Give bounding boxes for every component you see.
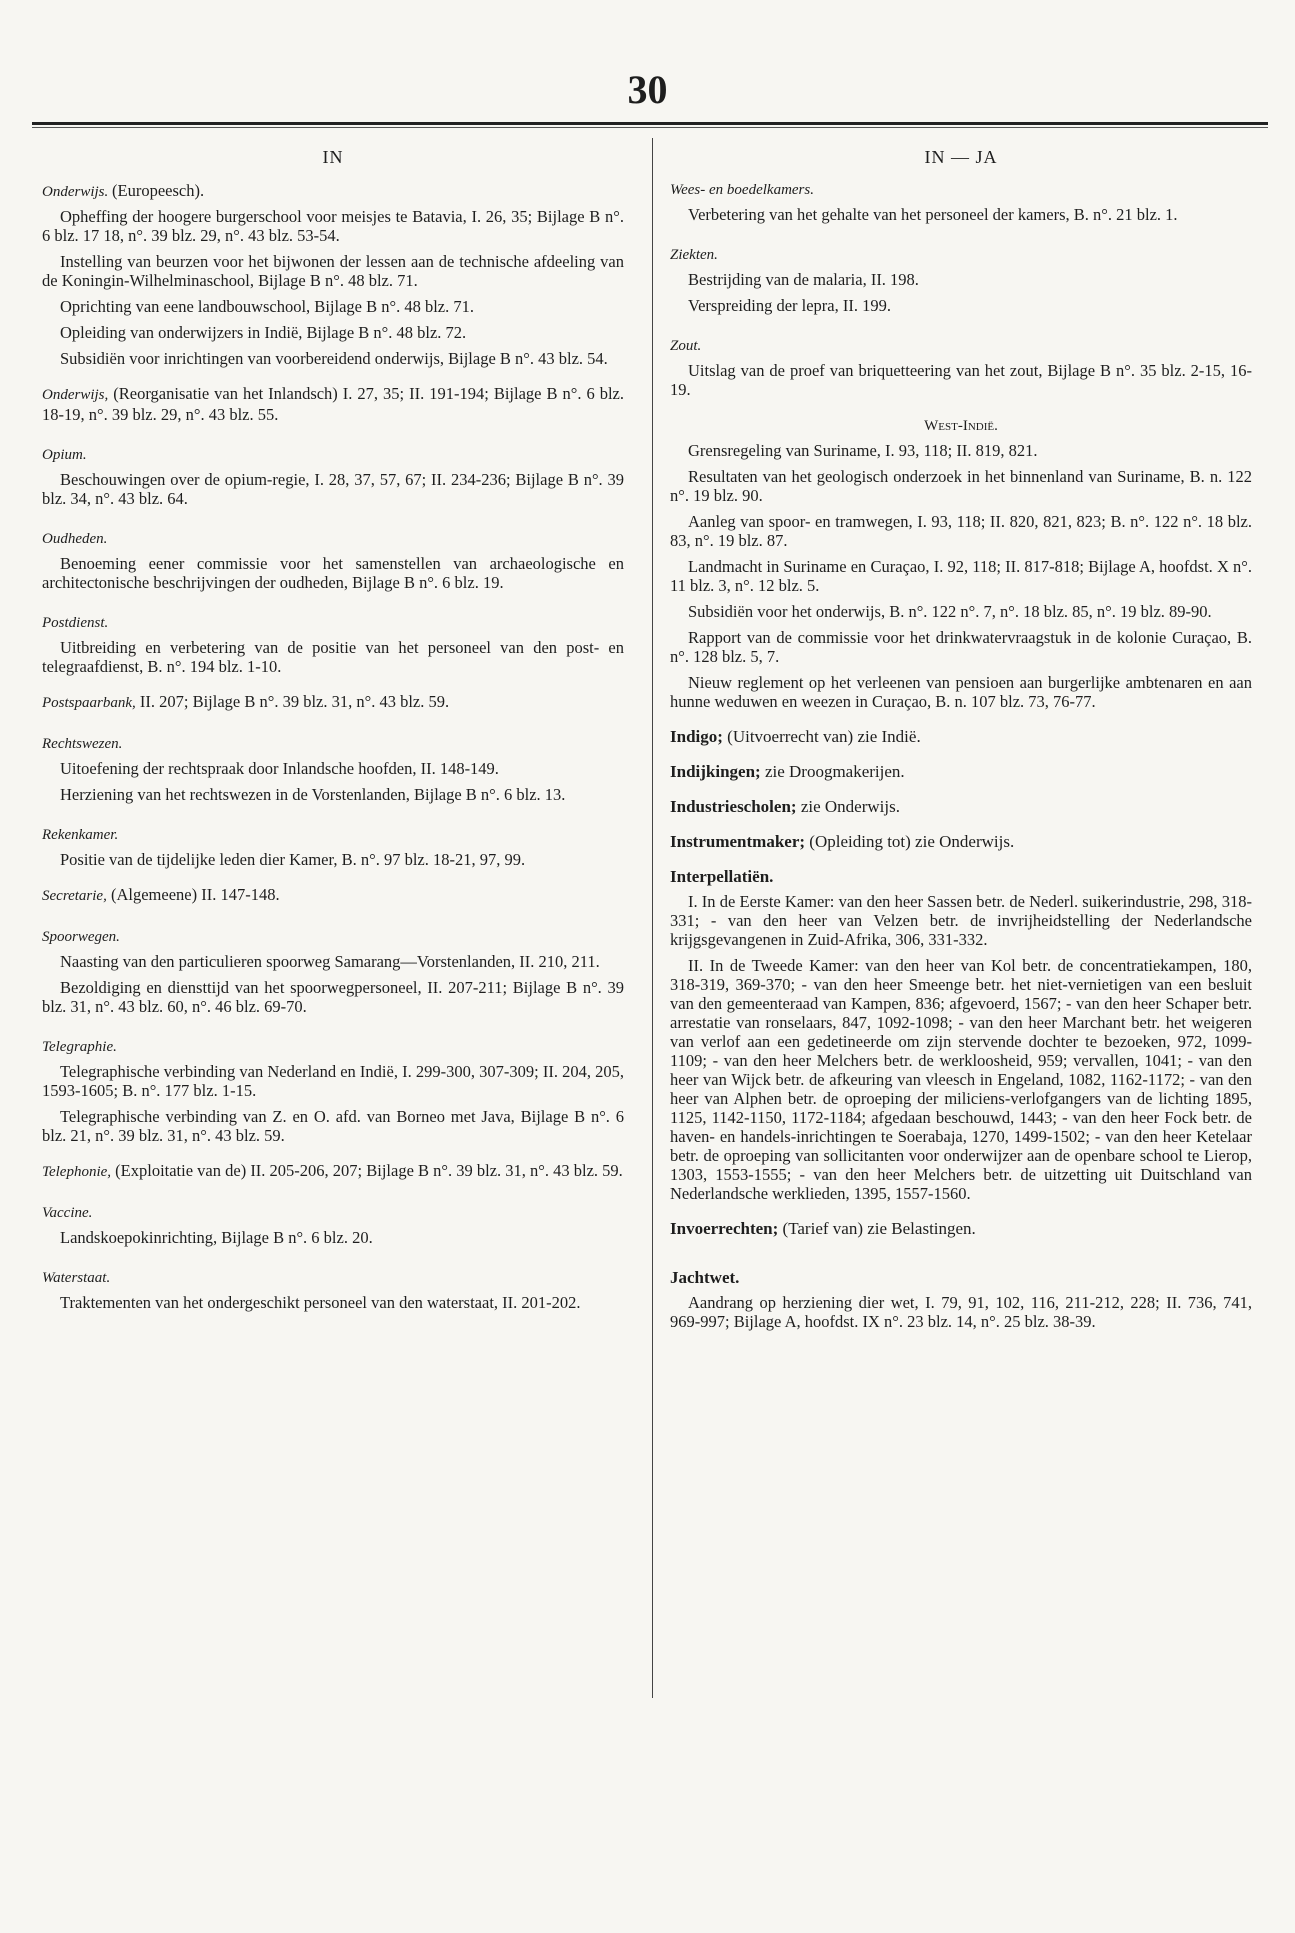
section-title-rechtswezen: Rechtswezen. [42, 736, 123, 752]
running-head-left: IN [322, 147, 344, 167]
entry-text: Subsidiën voor het onderwijs, B. n°. 122 n°. 7, n°. 18 blz. 85, n°. 19 blz. 89-90. [688, 602, 1212, 621]
header-rule-thin [32, 127, 1268, 128]
entry-text: Aandrang op herziening dier wet, I. 79, 91, 102, 116, 211-212, 228; II. 736, 741, 969-997; Bijlage A, hoofdst. IX n°. 23 blz. 14, n°. 25 blz. 38-39. [670, 1293, 1252, 1331]
section-title-onderwijs [42, 181, 624, 202]
entry-text: I. In de Eerste Kamer: van den heer Sassen betr. de Nederl. suikerindustrie, 298, 318-331; - van den heer van Velzen betr. de invrijheidstelling der Nederlandsche krijgsgevangenen in Zuid-Afrika, 306, 331-332. [670, 892, 1252, 949]
section-title-zout: Zout. [670, 338, 702, 354]
keyword: Jachtwet. [670, 1268, 740, 1287]
entry-instrumentmaker [670, 832, 1252, 851]
keyword: Industriescholen; [670, 797, 797, 816]
column-divider [652, 138, 653, 1698]
section-title-postdienst: Postdienst. [42, 615, 109, 631]
section-title-rekenkamer: Rekenkamer. [42, 827, 119, 843]
section-secretarie [42, 885, 624, 906]
section-title-spoorwegen: Spoorwegen. [42, 929, 120, 945]
section-title-text: Secretarie, [42, 888, 107, 904]
entry-text: (Algemeene) II. 147-148. [110, 885, 280, 904]
entry-text: (Tarief van) zie Belastingen. [782, 1219, 976, 1238]
entry-text: Verspreiding der lepra, II. 199. [688, 296, 891, 315]
header-rule [32, 122, 1268, 125]
entry-indijkingen [670, 762, 1252, 781]
entry-interpellatien [670, 867, 1252, 886]
entry-text: Benoeming eener commissie voor het samenstellen van archaeologische en architectonische beschrijvingen der oudheden, Bijlage B n°. 6 blz. 19. [42, 554, 624, 592]
entry-text: (Uitvoerrecht van) zie Indië. [727, 727, 921, 746]
section-title-ziekten: Ziekten. [670, 247, 718, 263]
section-title-west-indie: West-Indië. [924, 418, 998, 434]
section-title-text: Onderwijs. [42, 184, 109, 200]
entry-text: Bestrijding van de malaria, II. 198. [688, 270, 919, 289]
entry-text: Traktementen van het ondergeschikt personeel van den waterstaat, II. 201-202. [60, 1293, 581, 1312]
entry-text: Uitbreiding en verbetering van de positie van het personeel van den post- en telegraafdienst, B. n°. 194 blz. 1-10. [42, 638, 624, 676]
entry-text: (Opleiding tot) zie Onderwijs. [809, 832, 1015, 851]
section-title-telegraphie: Telegraphie. [42, 1039, 117, 1055]
keyword: Indijkingen; [670, 762, 761, 781]
entry-text: Telegraphische verbinding van Nederland en Indië, I. 299-300, 307-309; II. 204, 205, 1593-1605; B. n°. 177 blz. 1-15. [42, 1062, 624, 1100]
section-title-text: Postspaarbank, [42, 695, 136, 711]
section-title-oudheden: Oudheden. [42, 531, 108, 547]
page-number: 30 [627, 67, 668, 112]
entry-text: Positie van de tijdelijke leden dier Kamer, B. n°. 97 blz. 18-21, 97, 99. [60, 850, 526, 869]
entry-text: Rapport van de commissie voor het drinkwatervraagstuk in de kolonie Curaçao, B. n°. 128 blz. 5, 7. [670, 628, 1252, 666]
section-onderwijs-reorganisatie [42, 384, 624, 424]
entry-text: II. 207; Bijlage B n°. 39 blz. 31, n°. 43 blz. 59. [139, 692, 450, 711]
entry-text: Opleiding van onderwijzers in Indië, Bijlage B n°. 48 blz. 72. [60, 323, 467, 342]
entry-text: Uitoefening der rechtspraak door Inlandsche hoofden, II. 148-149. [60, 759, 499, 778]
entry-text: Landskoepokinrichting, Bijlage B n°. 6 blz. 20. [60, 1228, 373, 1247]
right-column [670, 148, 1252, 1338]
entry-text: Telegraphische verbinding van Z. en O. afd. van Borneo met Java, Bijlage B n°. 6 blz. 21, n°. 39 blz. 31, n°. 43 blz. 59. [42, 1107, 624, 1145]
entry-text: Landmacht in Suriname en Curaçao, I. 92, 118; II. 817-818; Bijlage A, hoofdst. X n°. 11 blz. 3, n°. 12 blz. 5. [670, 557, 1252, 595]
entry-text: Naasting van den particulieren spoorweg Samarang—Vorstenlanden, II. 210, 211. [60, 952, 600, 971]
entry-indigo [670, 727, 1252, 746]
entry-text: (Exploitatie van de) II. 205-206, 207; Bijlage B n°. 39 blz. 31, n°. 43 blz. 59. [115, 1161, 623, 1180]
entry-text: Instelling van beurzen voor het bijwonen der lessen aan de technische afdeeling van de Koningin-Wilhelminaschool, Bijlage B n°. 48 blz. 71. [42, 252, 624, 290]
entry-text: Nieuw reglement op het verleenen van pensioen aan burgerlijke ambtenaren en aan hunne weduwen en weezen in Curaçao, B. n. 107 blz. 73, 76-77. [670, 673, 1252, 711]
entry-text: Subsidiën voor inrichtingen van voorbereidend onderwijs, Bijlage B n°. 43 blz. 54. [60, 349, 608, 368]
section-title-text: Onderwijs, [42, 387, 109, 403]
entry-text: zie Droogmakerijen. [764, 762, 905, 781]
section-postspaarbank [42, 692, 624, 713]
section-title-suffix: (Europeesch). [112, 181, 205, 200]
entry-text: Oprichting van eene landbouwschool, Bijlage B n°. 48 blz. 71. [60, 297, 474, 316]
section-title-opium: Opium. [42, 447, 87, 463]
entry-text: Resultaten van het geologisch onderzoek in het binnenland van Suriname, B. n. 122 n°. 19 blz. 90. [670, 467, 1252, 505]
entry-text: (Reorganisatie van het Inlandsch) I. 27, 35; II. 191-194; Bijlage B n°. 6 blz. 18-19, n°. 39 blz. 29, n°. 43 blz. 55. [42, 384, 624, 424]
entry-jachtwet [670, 1268, 1252, 1287]
section-title-text: Telephonie, [42, 1164, 112, 1180]
entry-text: Bezoldiging en diensttijd van het spoorwegpersoneel, II. 207-211; Bijlage B n°. 39 blz. 31, n°. 43 blz. 60, n°. 46 blz. 69-70. [42, 978, 624, 1016]
left-column [42, 148, 624, 1319]
entry-text: Grensregeling van Suriname, I. 93, 118; II. 819, 821. [688, 441, 1038, 460]
section-title-wees: Wees- en boedelkamers. [670, 182, 814, 198]
keyword: Interpellatiën. [670, 867, 774, 886]
keyword: Invoerrechten; [670, 1219, 779, 1238]
entry-text: II. In de Tweede Kamer: van den heer van Kol betr. de concentratiekampen, 180, 318-319, 369-370; - van den heer Smeenge betr. het niet-vernietigen van een besluit van den gemeenteraad van Kampen, 836; afgevoerd, 1567; - van den heer Schaper betr. arrestatie van ronselaars, 847, 1092-1098; - van den heer Marchant betr. het weigeren van verlof aan een gedetineerde om zijn stervende dochter te bezoeken, 972, 1099-1109; - van den heer Melchers betr. de werkloosheid, 959; vervallen, 1041; - van den heer van Wijck betr. de afkeuring van vleesch in Engeland, 1082, 1162-1172; - van den heer van Alphen betr. de oproeping der miliciens-verlofgangers van de lichting 1895, 1125, 1142-1150, 1172-1184; afgedaan beschouwd, 1443; - van den heer Fock betr. de haven- en handels-inrichtingen te Soerabaja, 1270, 1499-1502; - van den heer Ketelaar betr. de oproeping van sollicitanten voor onderwijzer aan de openbare school te Lierop, 1303, 1553-1555; - van den heer Melchers betr. de uitzetting uit Duitschland van Nederlandsche werklieden, 1395, 1557-1560. [670, 956, 1252, 1203]
entry-industriescholen [670, 797, 1252, 816]
entry-text: Aanleg van spoor- en tramwegen, I. 93, 118; II. 820, 821, 823; B. n°. 122 n°. 18 blz. 83, n°. 19 blz. 87. [670, 512, 1252, 550]
section-telephonie [42, 1161, 624, 1182]
entry-text: Herziening van het rechtswezen in de Vorstenlanden, Bijlage B n°. 6 blz. 13. [60, 785, 566, 804]
keyword: Instrumentmaker; [670, 832, 806, 851]
entry-text: Beschouwingen over de opium-regie, I. 28, 37, 57, 67; II. 234-236; Bijlage B n°. 39 blz. 34, n°. 43 blz. 64. [42, 470, 624, 508]
section-title-vaccine: Vaccine. [42, 1205, 93, 1221]
entry-invoerrechten [670, 1219, 1252, 1238]
running-head-right: IN — JA [924, 147, 998, 167]
entry-text: Opheffing der hoogere burgerschool voor meisjes te Batavia, I. 26, 35; Bijlage B n°. 6 blz. 17 18, n°. 39 blz. 29, n°. 43 blz. 53-54. [42, 207, 624, 245]
entry-text: Uitslag van de proef van briquetteering van het zout, Bijlage B n°. 35 blz. 2-15, 16-19. [670, 361, 1252, 399]
keyword: Indigo; [670, 727, 723, 746]
section-title-waterstaat: Waterstaat. [42, 1270, 111, 1286]
entry-text: zie Onderwijs. [800, 797, 900, 816]
entry-text: Verbetering van het gehalte van het personeel der kamers, B. n°. 21 blz. 1. [688, 205, 1178, 224]
